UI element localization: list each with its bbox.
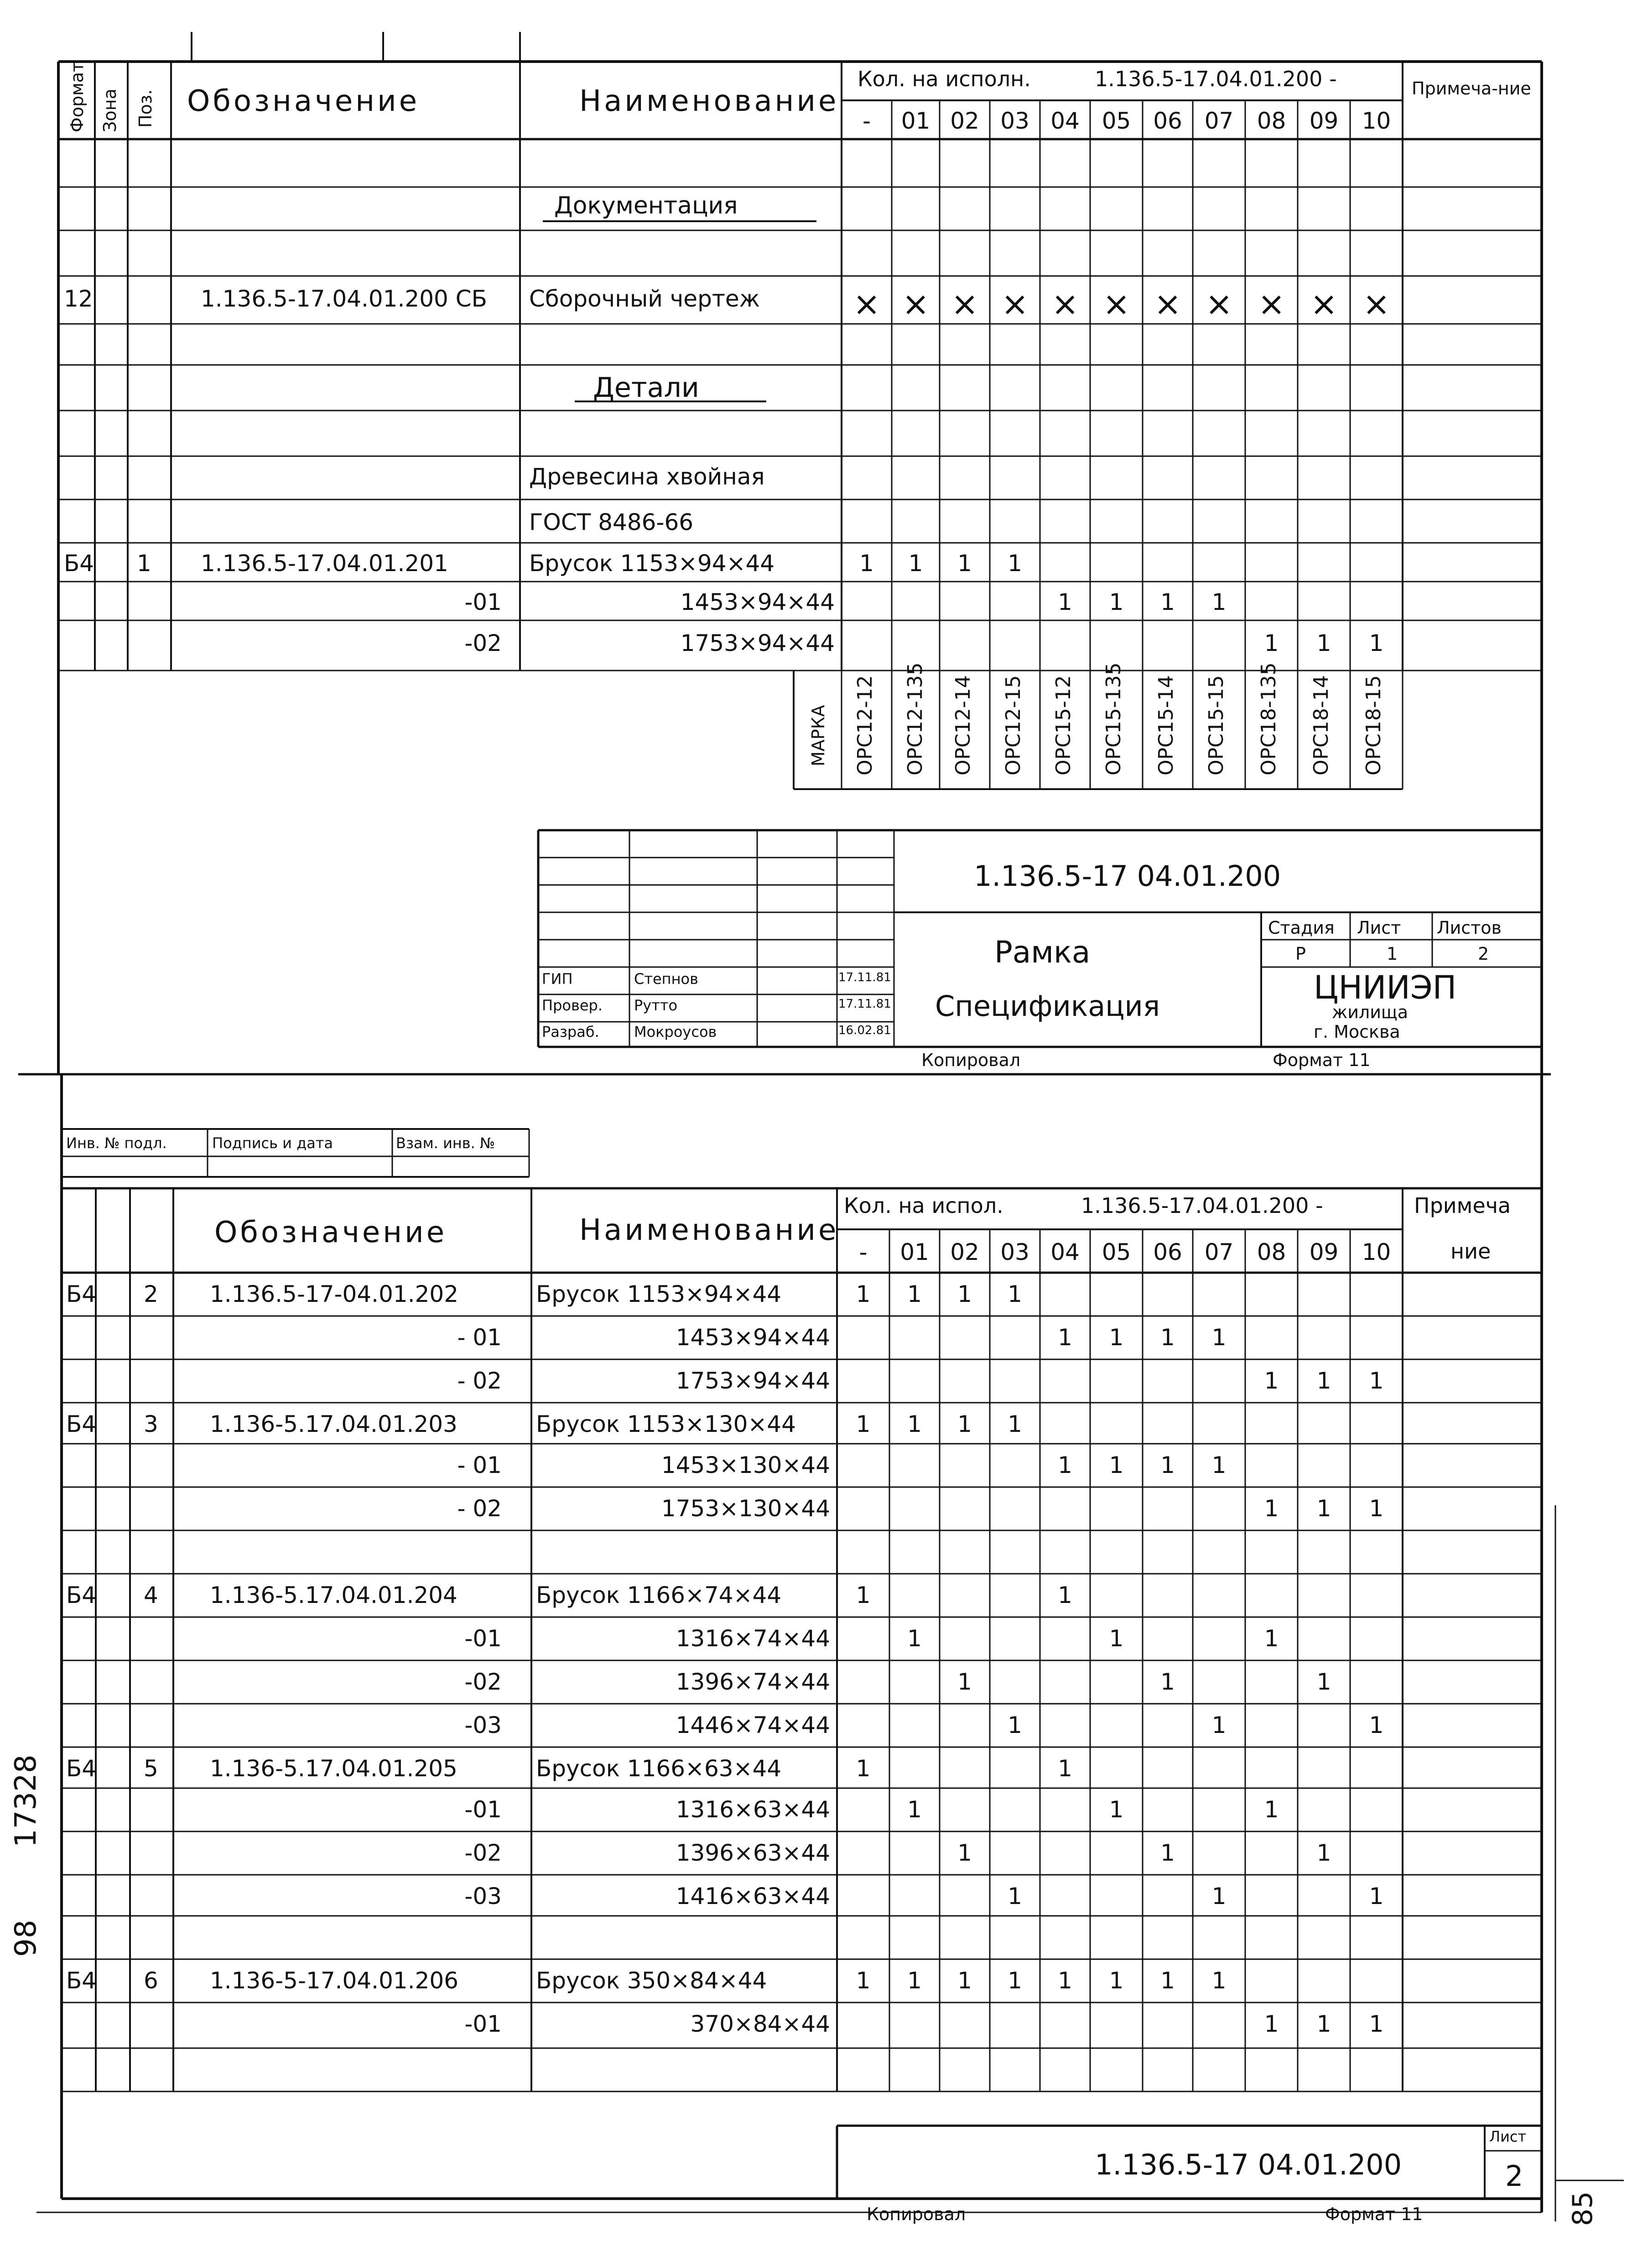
cell-format: Б4 [66, 1967, 97, 1994]
cell-designation: -03 [464, 1883, 502, 1909]
cell-qty: 1 [1316, 1840, 1331, 1866]
archive-number2: 98 [9, 1919, 43, 1957]
cell-name: 1416×63×44 [676, 1883, 830, 1909]
cell-qty: 1 [1058, 1324, 1072, 1351]
cell-qty: 1 [1160, 1967, 1175, 1994]
header-qty-code: 1.136.5-17.04.01.200 - [1081, 1193, 1323, 1218]
cell-name: 1753×94×44 [680, 630, 835, 656]
cell-qty: × [951, 285, 979, 323]
header-variant: 06 [1153, 108, 1182, 134]
stage-label: Стадия [1268, 918, 1335, 938]
role-label: ГИП [542, 970, 573, 988]
cell-qty: 1 [856, 1411, 871, 1437]
cell-designation: - 02 [457, 1368, 502, 1394]
cell-qty: 1 [1160, 1840, 1175, 1866]
section-parts: Детали [593, 372, 699, 404]
header-qty-code: 1.136.5-17.04.01.200 - [1095, 67, 1337, 91]
cell-qty: 1 [1058, 1755, 1072, 1782]
cell-qty: 1 [1316, 630, 1331, 656]
cell-qty: 1 [957, 1840, 972, 1866]
header-format: Формат [67, 62, 87, 132]
header-variant: 02 [950, 1239, 979, 1265]
cell-qty: 1 [957, 1411, 972, 1437]
cell-qty: 1 [1264, 1625, 1279, 1652]
cell-name: 1316×74×44 [676, 1625, 830, 1652]
header-variant: - [862, 108, 871, 134]
cell-qty: 1 [1058, 589, 1072, 615]
cell-qty: 1 [907, 1967, 922, 1994]
role-person: Мокроусов [634, 1023, 717, 1040]
cell-qty: 1 [1008, 550, 1022, 577]
header-variant: 05 [1102, 1239, 1131, 1265]
org-name2: жилища [1332, 1002, 1408, 1022]
cell-designation: - 01 [457, 1452, 502, 1478]
cell-qty: 1 [1160, 1324, 1175, 1351]
cell-qty: 1 [1109, 1625, 1124, 1652]
cell-qty: 1 [908, 550, 923, 577]
sheet-value: 1 [1387, 944, 1398, 964]
header-designation: Обозначение [214, 1216, 447, 1249]
cell-name: 1453×130×44 [661, 1452, 830, 1478]
cell-qty: 1 [1160, 589, 1175, 615]
header-name: Наименование [579, 84, 839, 118]
format-label: Формат 11 [1325, 2204, 1423, 2224]
header-variant: 02 [950, 108, 979, 134]
cell-qty: 1 [907, 1281, 922, 1307]
format-label: Формат 11 [1273, 1050, 1371, 1070]
cell-designation: -02 [464, 1840, 502, 1866]
cell-qty: 1 [1264, 630, 1279, 656]
marka-value: ОРС15-14 [1154, 675, 1178, 775]
cell-name: ГОСТ 8486-66 [529, 509, 694, 536]
header-variant: 01 [901, 108, 930, 134]
header-variant: 07 [1204, 108, 1234, 134]
cell-name: Брусок 1153×130×44 [536, 1411, 796, 1437]
cell-qty: 1 [1211, 589, 1227, 615]
role-date: 16.02.81 [838, 1024, 891, 1037]
cell-pos: 3 [144, 1411, 158, 1437]
cell-qty: × [1205, 285, 1233, 323]
sheet-value: 2 [1505, 2159, 1523, 2193]
header-variant: 03 [1000, 108, 1029, 134]
cell-qty: 1 [1109, 1796, 1124, 1823]
header-note: Примеча-ние [1412, 78, 1531, 99]
cell-qty: 1 [1109, 1324, 1124, 1351]
header-zone: Зона [100, 88, 120, 132]
role-date: 17.11.81 [838, 997, 891, 1011]
cell-designation: -01 [464, 1796, 502, 1823]
cell-qty: 1 [907, 1625, 922, 1652]
section-documentation: Документация [554, 192, 738, 219]
cell-name: 1453×94×44 [676, 1324, 830, 1351]
cell-designation: - 01 [457, 1324, 502, 1351]
cell-format: Б4 [66, 1755, 97, 1782]
cell-qty: × [1154, 285, 1182, 323]
cell-pos: 2 [144, 1281, 158, 1307]
cell-qty: × [852, 285, 881, 323]
title-code: 1.136.5-17 04.01.200 [974, 859, 1281, 893]
cell-qty: 1 [1369, 2011, 1384, 2037]
stamp-vzam: Взам. инв. № [396, 1134, 495, 1152]
header-variant: 01 [900, 1239, 929, 1265]
cell-pos: 6 [144, 1967, 158, 1994]
cell-qty: 1 [1211, 1883, 1227, 1909]
cell-qty: × [902, 285, 930, 323]
cell-qty: 1 [1264, 1368, 1279, 1394]
cell-qty: 1 [957, 550, 972, 577]
title-name1: Рамка [994, 935, 1091, 970]
header-variant: 08 [1257, 1239, 1286, 1265]
cell-name: Древесина хвойная [529, 463, 765, 490]
marka-value: ОРС12-14 [951, 675, 975, 775]
cell-name: Брусок 1166×63×44 [536, 1755, 782, 1782]
header-note: Примеча [1414, 1193, 1511, 1218]
stamp-sign: Подпись и дата [212, 1134, 333, 1152]
marka-value: ОРС12-135 [904, 662, 927, 775]
header-qty: Кол. на исполн. [858, 67, 1031, 91]
cell-qty: 1 [1058, 1582, 1072, 1608]
cell-pos: 1 [137, 550, 151, 577]
marka-value: ОРС18-15 [1362, 675, 1385, 775]
cell-name: 1396×74×44 [676, 1669, 830, 1695]
role-label: Провер. [542, 997, 603, 1014]
cell-qty: 1 [1008, 1967, 1022, 1994]
header-variant: 10 [1362, 1239, 1391, 1265]
cell-qty: 1 [1109, 1967, 1124, 1994]
cell-qty: 1 [1109, 589, 1124, 615]
role-person: Рутто [634, 997, 678, 1014]
cell-name: Сборочный чертеж [529, 286, 760, 312]
header-variant: 04 [1050, 108, 1080, 134]
role-label: Разраб. [542, 1023, 599, 1040]
sheet-label: Лист [1489, 2128, 1527, 2145]
header-variant: 10 [1362, 108, 1391, 134]
cell-qty: 1 [1109, 1452, 1124, 1478]
title-code: 1.136.5-17 04.01.200 [1095, 2148, 1402, 2181]
cell-qty: 1 [856, 1582, 871, 1608]
cell-pos: 5 [144, 1755, 158, 1782]
cell-qty: 1 [856, 1755, 871, 1782]
cell-name: 370×84×44 [690, 2011, 830, 2037]
header-variant: 05 [1102, 108, 1131, 134]
cell-qty: 1 [1211, 1452, 1227, 1478]
sheet-label: Лист [1357, 918, 1401, 938]
cell-qty: 1 [1058, 1967, 1072, 1994]
cell-designation: -01 [464, 2011, 502, 2037]
cell-pos: 4 [144, 1582, 158, 1608]
cell-qty: 1 [1211, 1712, 1227, 1738]
header-variant: 09 [1309, 1239, 1339, 1265]
page-number: 85 [1567, 2191, 1599, 2226]
cell-name: 1753×130×44 [661, 1495, 830, 1522]
cell-qty: 1 [957, 1281, 972, 1307]
cell-qty: 1 [856, 1281, 871, 1307]
cell-qty: 1 [957, 1669, 972, 1695]
cell-designation: -01 [464, 589, 502, 615]
header-variant: 04 [1050, 1239, 1080, 1265]
header-qty: Кол. на испол. [844, 1193, 1003, 1218]
marka-value: ОРС15-135 [1102, 662, 1125, 775]
cell-designation: 1.136.5-17-04.01.202 [210, 1281, 459, 1307]
cell-name: 1316×63×44 [676, 1796, 830, 1823]
cell-qty: 1 [1369, 1883, 1384, 1909]
cell-designation: 1.136-5.17.04.01.204 [210, 1582, 457, 1608]
cell-qty: 1 [856, 1967, 871, 1994]
archive-number: 17328 [9, 1754, 43, 1847]
cell-qty: 1 [907, 1796, 922, 1823]
marka-value: ОРС12-12 [853, 675, 877, 775]
copied-label: Копировал [921, 1050, 1021, 1070]
cell-format: Б4 [66, 1411, 97, 1437]
cell-designation: - 02 [457, 1495, 502, 1522]
marka-value: ОРС15-12 [1052, 675, 1075, 775]
cell-designation: 1.136.5-17.04.01.200 СБ [201, 286, 487, 312]
marka-label: МАРКА [808, 705, 828, 766]
cell-designation: -02 [464, 630, 502, 656]
cell-qty: 1 [1008, 1883, 1022, 1909]
header-note2: ние [1450, 1239, 1491, 1264]
header-variant: 08 [1257, 108, 1286, 134]
cell-name: 1753×94×44 [676, 1368, 830, 1394]
cell-qty: 1 [1369, 1495, 1384, 1522]
marka-value: ОРС15-15 [1205, 675, 1228, 775]
cell-designation: 1.136-5-17.04.01.206 [210, 1967, 459, 1994]
copied-label: Копировал [867, 2204, 966, 2224]
cell-format: Б4 [66, 1582, 97, 1608]
cell-qty: 1 [1264, 2011, 1279, 2037]
title-name2: Спецификация [935, 989, 1160, 1023]
marka-value: ОРС18-135 [1257, 662, 1280, 775]
cell-qty: 1 [1369, 1368, 1384, 1394]
cell-qty: 1 [1264, 1495, 1279, 1522]
header-pos: Поз. [135, 89, 156, 128]
cell-qty: 1 [1008, 1712, 1022, 1738]
header-variant: 09 [1309, 108, 1339, 134]
cell-name: 1453×94×44 [680, 589, 835, 615]
header-name: Наименование [579, 1213, 839, 1247]
cell-designation: 1.136-5.17.04.01.203 [210, 1411, 457, 1437]
cell-name: Брусок 1166×74×44 [536, 1582, 782, 1608]
cell-qty: 1 [1160, 1452, 1175, 1478]
cell-qty: 1 [1264, 1796, 1279, 1823]
marka-value: ОРС18-14 [1310, 675, 1333, 775]
cell-format: 12 [64, 286, 93, 312]
cell-qty: 1 [1008, 1281, 1022, 1307]
cell-qty: 1 [1316, 1669, 1331, 1695]
cell-name: 1396×63×44 [676, 1840, 830, 1866]
stage-value: Р [1295, 944, 1306, 964]
cell-qty: × [1258, 285, 1285, 323]
cell-qty: 1 [907, 1411, 922, 1437]
cell-qty: 1 [1316, 1495, 1331, 1522]
cell-qty: 1 [1058, 1452, 1072, 1478]
cell-qty: 1 [1008, 1411, 1022, 1437]
cell-format: Б4 [64, 550, 94, 577]
cell-qty: 1 [1369, 1712, 1384, 1738]
cell-qty: 1 [1160, 1669, 1175, 1695]
org-name: ЦНИИЭП [1314, 969, 1457, 1006]
cell-qty: 1 [1316, 1368, 1331, 1394]
header-variant: 06 [1153, 1239, 1182, 1265]
cell-qty: 1 [1211, 1324, 1227, 1351]
role-date: 17.11.81 [838, 971, 891, 984]
cell-name: Брусок 1153×94×44 [536, 1281, 782, 1307]
cell-designation: -02 [464, 1669, 502, 1695]
marka-value: ОРС12-15 [1002, 675, 1025, 775]
header-variant: 07 [1204, 1239, 1234, 1265]
cell-name: 1446×74×44 [676, 1712, 830, 1738]
org-city: г. Москва [1314, 1022, 1400, 1042]
stamp-inv: Инв. № подл. [66, 1134, 167, 1152]
cell-qty: 1 [1316, 2011, 1331, 2037]
cell-designation: 1.136.5-17.04.01.201 [201, 550, 448, 577]
cell-qty: × [1001, 285, 1029, 323]
cell-qty: 1 [859, 550, 874, 577]
cell-qty: 1 [957, 1967, 972, 1994]
cell-qty: × [1102, 285, 1130, 323]
cell-qty: × [1051, 285, 1079, 323]
cell-name: Брусок 1153×94×44 [529, 550, 775, 577]
cell-format: Б4 [66, 1281, 97, 1307]
sheets-label: Листов [1437, 918, 1502, 938]
header-variant: 03 [1000, 1239, 1029, 1265]
header-designation: Обозначение [187, 84, 420, 118]
cell-designation: -03 [464, 1712, 502, 1738]
header-variant: - [859, 1239, 868, 1265]
role-person: Степнов [634, 970, 698, 988]
cell-qty: × [1310, 285, 1338, 323]
cell-qty: 1 [1211, 1967, 1227, 1994]
cell-name: Брусок 350×84×44 [536, 1967, 767, 1994]
cell-designation: -01 [464, 1625, 502, 1652]
sheets-value: 2 [1478, 944, 1489, 964]
cell-designation: 1.136-5.17.04.01.205 [210, 1755, 457, 1782]
cell-qty: 1 [1369, 630, 1384, 656]
cell-qty: × [1362, 285, 1390, 323]
